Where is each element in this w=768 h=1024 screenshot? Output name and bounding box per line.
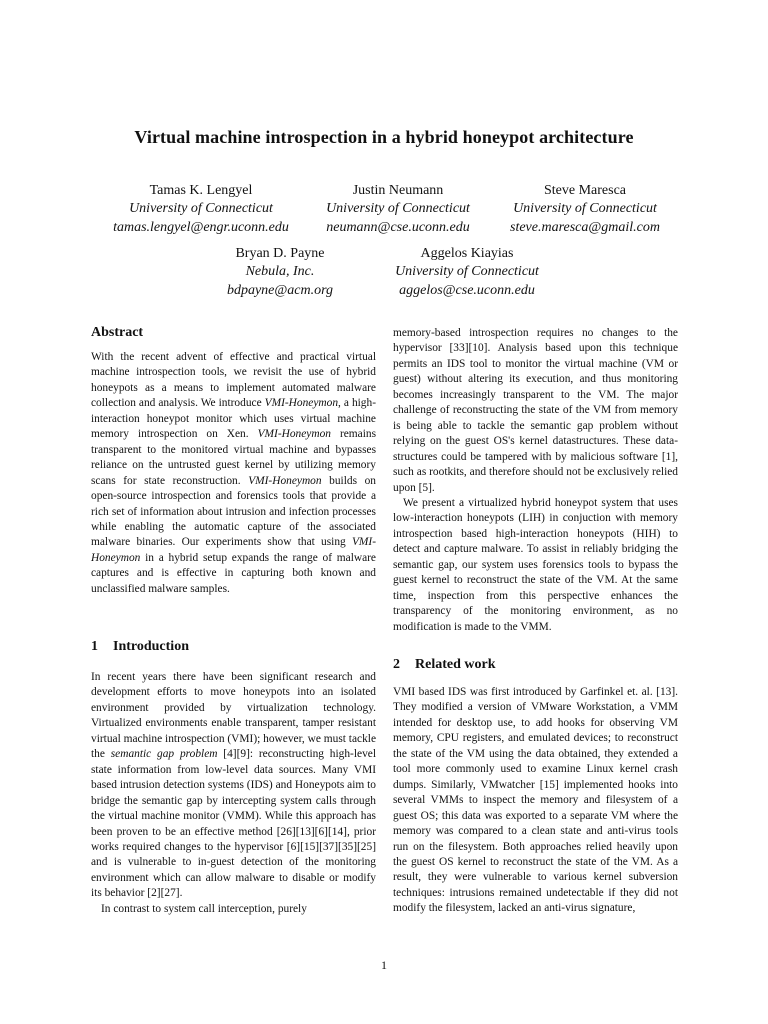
- abstract-text: remains transparent to the monitored virtual machine and bypasses reliance on the untrusted guest kernel by utilizing memory scans for state reconstruction.: [91, 428, 377, 487]
- section-number: 2: [393, 657, 400, 672]
- author-affiliation: University of Connecticut: [129, 201, 273, 217]
- author-name: Aggelos Kiayias: [420, 246, 514, 261]
- abstract-paragraph: [91, 350, 376, 597]
- section-heading: [393, 656, 678, 674]
- abstract-heading: Abstract: [91, 325, 144, 340]
- intro-body: [91, 670, 376, 917]
- author-affiliation: University of Connecticut: [513, 201, 657, 217]
- author-block: [380, 245, 554, 300]
- abstract-body: [91, 350, 376, 597]
- body-paragraph: VMI based IDS was first introduced by Garfinkel et. al. [13]. They modified a version of VMware Workstation, a VMM intended for desktop use, to add hooks for observing VM memory, CPU registers, and emulated devices; to reconstruct the state of the VM using the data obtained, they extended a tool more commonly used to examine Linux kernel crash dumps. Similarly, VMwatcher [15] implemented hooks into several VMMs to inspect the memory and filesystem of a guest OS; this data was exported to a separate VM where the memory was compared to a clean state and anti-virus tools run on the filesystem. Both approaches relied heavily upon the guest OS kernel to reconstruct the state of the VM. As a result, they were vulnerable to various kernel subversion techniques: intrusions remained undetectable if they did not modify the filesystem, lacked an anti-virus signature,: [393, 686, 678, 915]
- author-email: aggelos@cse.uconn.edu: [399, 282, 535, 298]
- abstract-text: in a hybrid setup expands the range of malware captures and is effective in capturing both known and unclassified malware samples.: [91, 551, 376, 595]
- system-name: VMI-Honeymon: [264, 397, 339, 410]
- system-name: VMI-Honeymon: [248, 474, 322, 487]
- section-number: 1: [91, 639, 98, 654]
- author-name: Steve Maresca: [543, 183, 627, 198]
- intro-paragraph: In contrast to system call interception, purely: [101, 902, 307, 915]
- author-affiliation: Nebula, Inc.: [245, 264, 315, 280]
- intro-text: In recent years there have been significant research and development efforts to move honeypots into an isolated environment provided by virtualization technology. Virtualized environments enable transparent, tamper resistant virtual machine introspection (VMI); however, we must tackle the: [91, 671, 376, 761]
- body-paragraph: memory-based introspection requires no changes to the hypervisor [33][10]. Analysis based upon this technique permits an IDS tool to monitor the virtual machine (VM or guest) without altering its execution, and thus monitoring becomes increasingly transparent to the VM. The major challenge of reconstructing the state of the VM from memory is being able to tackle the semantic gap problem without relying on the guest OS's kernel datastructures. These data-structures could be tampered with by malicious software [1], such as rootkits, and therefore should not be exclusively relied upon [5].: [393, 327, 678, 494]
- body-paragraph: We present a virtualized hybrid honeypot system that uses low-interaction honeypots (LIH) in conjuction with memory introspection based high-interaction honeypots (HIH) to detect and capture malware. To assist in reliably bridging the semantic gap, our system uses forensics tools to bypass the guest kernel to reconstruct the state of the VM. At the same time, inspection from this perspective enhances the transparency of the monitoring environment, as no modification is made to the VMM.: [393, 496, 678, 633]
- abstract-text: builds on open-source introspection and forensics tools that provide a rich set of information about intrusion and infection processes while enabling the automatic capture of the associated malware binaries. Our experiments show that using: [91, 474, 376, 549]
- system-name: VMI-Honeymon: [257, 428, 331, 441]
- right-column-body: [393, 326, 678, 635]
- system-name: VMI-Honeymon: [91, 536, 376, 564]
- intro-text: [4][9]: reconstructing high-level state information from low-level data sources. Many VMI based intrusion detection systems (IDS) and Honeypots aim to bridge the semantic gap by intercepting system calls through the virtual machine monitor (VMM). While this approach has been proven to be an effective method [26][13][6][14], prior works required changes to the hypervisor [6][15][37][35][25] and is vulnerable to in-guest detection of the monitoring environment which can allow malware to disable or modify its behavior [2][27].: [91, 748, 376, 900]
- author-name: Bryan D. Payne: [235, 246, 325, 261]
- section-title: Related work: [415, 657, 496, 672]
- author-affiliation: University of Connecticut: [395, 264, 539, 280]
- intro-paragraph: [91, 670, 376, 902]
- paper-title: Virtual machine introspection in a hybrid honeypot architecture: [134, 127, 634, 147]
- author-name: Tamas K. Lengyel: [149, 183, 253, 198]
- author-block: [306, 182, 490, 237]
- abstract-text: With the recent advent of effective and practical virtual machine introspection tools, we revisit the use of hybrid honeypots as a means to implement automated malware collection and analysis. We introduce: [91, 351, 376, 410]
- intro-section: [91, 638, 376, 656]
- related-body: [393, 685, 678, 917]
- author-block: [492, 182, 678, 237]
- author-email: neumann@cse.uconn.edu: [326, 219, 470, 235]
- author-name: Justin Neumann: [352, 183, 444, 198]
- emphasized-term: semantic gap problem: [110, 748, 218, 761]
- abstract-section: [91, 324, 376, 342]
- author-email: tamas.lengyel@engr.uconn.edu: [113, 219, 289, 235]
- section-title: Introduction: [113, 639, 189, 654]
- section-heading: [91, 638, 376, 656]
- author-email: steve.maresca@gmail.com: [510, 219, 660, 235]
- author-email: bdpayne@acm.org: [226, 282, 334, 298]
- author-block: [200, 245, 360, 300]
- author-affiliation: University of Connecticut: [326, 201, 470, 217]
- author-block: [96, 182, 306, 237]
- abstract-text: , a high-interaction honeypot monitor which uses virtual machine memory introspection on Xen.: [91, 397, 376, 441]
- related-section: [393, 656, 678, 674]
- page-number: 1: [381, 958, 387, 972]
